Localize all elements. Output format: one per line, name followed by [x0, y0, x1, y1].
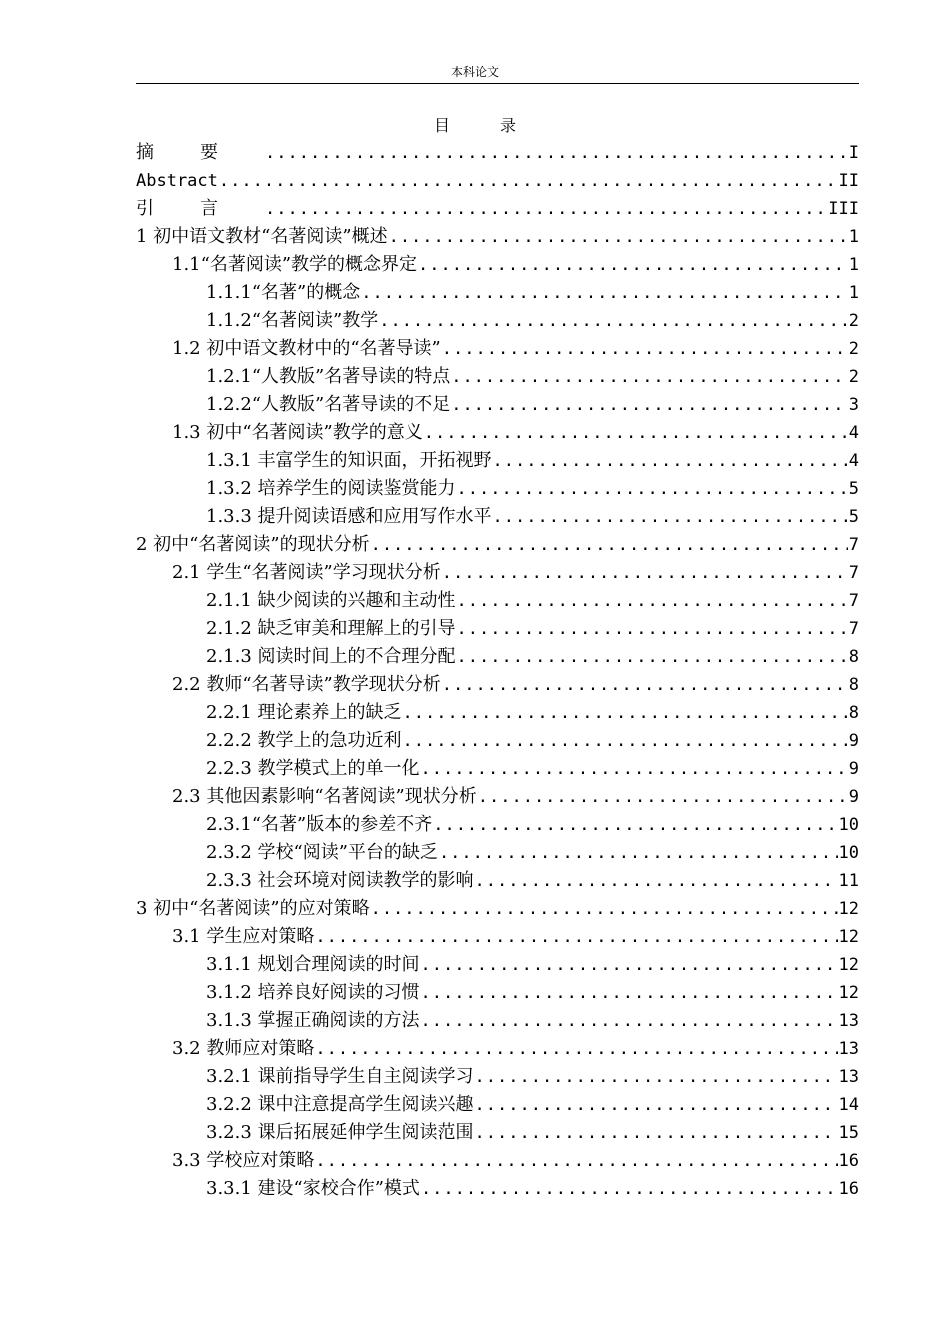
toc-dot-leader: [439, 839, 838, 867]
toc-entry-label: 1.3.1 丰富学生的知识面，开拓视野: [206, 450, 492, 471]
toc-entry[interactable]: [136, 475, 859, 503]
toc-dot-leader: [371, 895, 838, 923]
toc-dot-leader: [475, 1119, 838, 1147]
toc-entry-page-number: 12: [838, 983, 859, 1003]
toc-entry-page-number: 7: [848, 591, 859, 611]
header-divider: [136, 83, 859, 84]
toc-dot-leader: [418, 251, 848, 279]
toc-entry-page-number: III: [828, 199, 859, 219]
toc-entry-page-number: II: [838, 171, 859, 191]
toc-dot-leader: [442, 671, 848, 699]
toc-dot-leader: [421, 1007, 838, 1035]
toc-dot-leader: [219, 167, 838, 195]
toc-dot-leader: [371, 531, 848, 559]
toc-entry-label: 3.2.2 课中注意提高学生阅读兴趣: [206, 1094, 474, 1115]
toc-entry-page-number: I: [848, 143, 859, 163]
toc-entry-label: 1.1.2“名著阅读”教学: [206, 310, 379, 331]
toc-entry[interactable]: [136, 755, 859, 783]
toc-entry-label: 2 初中“名著阅读”的现状分析: [136, 534, 370, 555]
toc-entry-page-number: 8: [848, 647, 859, 667]
toc-entry-label: 3.2.3 课后拓展延伸学生阅读范围: [206, 1122, 474, 1143]
toc-dot-leader: [478, 783, 848, 811]
toc-entry[interactable]: [136, 727, 859, 755]
toc-entry-label: 2.3.3 社会环境对阅读教学的影响: [206, 870, 474, 891]
toc-entry[interactable]: [136, 251, 859, 279]
toc-entry[interactable]: [136, 195, 859, 223]
toc-dot-leader: [457, 615, 848, 643]
toc-entry[interactable]: [136, 1175, 859, 1203]
toc-entry-page-number: 10: [838, 843, 859, 863]
toc-entry-page-number: 12: [838, 927, 859, 947]
toc-entry-label: 2.1 学生“名著阅读”学习现状分析: [172, 562, 441, 583]
toc-entry[interactable]: [136, 699, 859, 727]
toc-dot-leader: [442, 559, 848, 587]
toc-dot-leader: [421, 755, 848, 783]
toc-entry-label: 3.3 学校应对策略: [172, 1150, 315, 1171]
toc-dot-leader: [379, 307, 848, 335]
toc-dot-leader: [493, 503, 848, 531]
toc-entry[interactable]: [136, 783, 859, 811]
toc-entry[interactable]: [136, 167, 859, 195]
toc-dot-leader: [451, 363, 848, 391]
toc-entry-page-number: 1: [848, 255, 859, 275]
toc-entry[interactable]: [136, 1119, 859, 1147]
toc-entry[interactable]: [136, 615, 859, 643]
toc-entry[interactable]: [136, 419, 859, 447]
toc-entry[interactable]: [136, 839, 859, 867]
toc-entry-page-number: 2: [848, 311, 859, 331]
toc-entry-label: 3.3.1 建设“家校合作”模式: [206, 1178, 420, 1199]
toc-entry-label: 2.1.1 缺少阅读的兴趣和主动性: [206, 590, 456, 611]
toc-entry[interactable]: [136, 139, 859, 167]
toc-entry[interactable]: [136, 1147, 859, 1175]
toc-entry-label: 2.1.2 缺乏审美和理解上的引导: [206, 618, 456, 639]
toc-entry-label: 3 初中“名著阅读”的应对策略: [136, 898, 370, 919]
toc-entry[interactable]: [136, 643, 859, 671]
toc-entry-page-number: 12: [838, 955, 859, 975]
toc-entry[interactable]: [136, 1091, 859, 1119]
toc-entry-label: 1.3.3 提升阅读语感和应用写作水平: [206, 506, 492, 527]
toc-dot-leader: [403, 699, 848, 727]
toc-dot-leader: [433, 811, 837, 839]
toc-entry-page-number: 9: [848, 787, 859, 807]
toc-entry-label: 2.3.1“名著”版本的参差不齐: [206, 814, 433, 835]
toc-entry-page-number: 9: [848, 759, 859, 779]
toc-entry-label: 1.1.1“名著”的概念: [206, 282, 361, 303]
toc-entry-label: 3.1.3 掌握正确阅读的方法: [206, 1010, 420, 1031]
toc-entry-label: 2.1.3 阅读时间上的不合理分配: [206, 646, 456, 667]
toc-entry[interactable]: [136, 503, 859, 531]
toc-entry-page-number: 13: [838, 1067, 859, 1087]
toc-entry-label: 1.3.2 培养学生的阅读鉴赏能力: [206, 478, 456, 499]
toc-entry-label: 2.2.1 理论素养上的缺乏: [206, 702, 402, 723]
toc-entry[interactable]: [136, 923, 859, 951]
toc-entry-page-number: 13: [838, 1011, 859, 1031]
toc-dot-leader: [389, 223, 848, 251]
toc-dot-leader: [315, 923, 837, 951]
toc-entry-page-number: 1: [848, 283, 859, 303]
toc-entry[interactable]: [136, 979, 859, 1007]
toc-entry-page-number: 9: [848, 731, 859, 751]
toc-dot-leader: [315, 1147, 837, 1175]
toc-entry-label: 2.2.3 教学模式上的单一化: [206, 758, 420, 779]
toc-dot-leader: [457, 587, 848, 615]
toc-entry-label: 1.2 初中语文教材中的“名著导读”: [172, 338, 441, 359]
toc-dot-leader: [424, 419, 848, 447]
toc-entry-label: 3.2 教师应对策略: [172, 1038, 315, 1059]
toc-entry-label: 1.2.2“人教版”名著导读的不足: [206, 394, 451, 415]
toc-entry[interactable]: [136, 587, 859, 615]
toc-entry[interactable]: [136, 559, 859, 587]
toc-entry-page-number: 13: [838, 1039, 859, 1059]
toc-dot-leader: [475, 1063, 838, 1091]
toc-entry-page-number: 4: [848, 423, 859, 443]
toc-dot-leader: [361, 279, 848, 307]
toc-entry-label: 2.2.2 教学上的急功近利: [206, 730, 402, 751]
toc-entry[interactable]: [136, 335, 859, 363]
toc-entry-page-number: 11: [838, 871, 859, 891]
toc-dot-leader: [457, 643, 848, 671]
table-of-contents: [136, 139, 859, 1203]
toc-entry[interactable]: [136, 1007, 859, 1035]
toc-entry-label: 3.2.1 课前指导学生自主阅读学习: [206, 1066, 474, 1087]
toc-entry-page-number: 2: [848, 367, 859, 387]
toc-entry-page-number: 8: [848, 675, 859, 695]
toc-entry-label: 1.2.1“人教版”名著导读的特点: [206, 366, 451, 387]
toc-entry-page-number: 2: [848, 339, 859, 359]
toc-entry-label: 2.3 其他因素影响“名著阅读”现状分析: [172, 786, 477, 807]
toc-entry-page-number: 16: [838, 1151, 859, 1171]
toc-dot-leader: [442, 335, 848, 363]
toc-entry[interactable]: [136, 363, 859, 391]
toc-entry[interactable]: [136, 1035, 859, 1063]
toc-dot-leader: [421, 979, 838, 1007]
toc-entry-page-number: 10: [838, 815, 859, 835]
toc-dot-leader: [451, 391, 848, 419]
toc-entry[interactable]: [136, 895, 859, 923]
toc-entry[interactable]: [136, 1063, 859, 1091]
toc-entry-label: 3.1.1 规划合理阅读的时间: [206, 954, 420, 975]
toc-entry-label: Abstract: [136, 171, 218, 191]
toc-dot-leader: [265, 139, 848, 167]
toc-entry-page-number: 12: [838, 899, 859, 919]
toc-dot-leader: [315, 1035, 837, 1063]
toc-entry-label: 1.1“名著阅读”教学的概念界定: [172, 254, 418, 275]
toc-entry[interactable]: [136, 223, 859, 251]
toc-dot-leader: [457, 475, 848, 503]
toc-entry-label: 3.1.2 培养良好阅读的习惯: [206, 982, 420, 1003]
toc-entry-label: 引言: [136, 198, 264, 219]
toc-dot-leader: [403, 727, 848, 755]
toc-entry[interactable]: [136, 447, 859, 475]
toc-entry-page-number: 4: [848, 451, 859, 471]
toc-entry[interactable]: [136, 531, 859, 559]
toc-entry-label: 1.3 初中“名著阅读”教学的意义: [172, 422, 423, 443]
toc-entry-page-number: 16: [838, 1179, 859, 1199]
toc-entry[interactable]: [136, 811, 859, 839]
toc-entry-page-number: 7: [848, 535, 859, 555]
toc-dot-leader: [421, 1175, 838, 1203]
toc-entry-page-number: 5: [848, 479, 859, 499]
toc-entry-label: 1 初中语文教材“名著阅读”概述: [136, 226, 388, 247]
toc-entry-page-number: 5: [848, 507, 859, 527]
toc-dot-leader: [265, 195, 827, 223]
toc-entry[interactable]: [136, 951, 859, 979]
toc-entry-page-number: 1: [848, 227, 859, 247]
toc-entry-page-number: 7: [848, 563, 859, 583]
toc-entry-label: 摘要: [136, 142, 264, 163]
toc-entry[interactable]: [136, 307, 859, 335]
toc-entry-page-number: 14: [838, 1095, 859, 1115]
toc-entry[interactable]: [136, 391, 859, 419]
toc-entry-page-number: 7: [848, 619, 859, 639]
toc-entry-page-number: 3: [848, 395, 859, 415]
toc-entry-label: 2.3.2 学校“阅读”平台的缺乏: [206, 842, 438, 863]
toc-dot-leader: [493, 447, 848, 475]
toc-title: 目录: [433, 116, 566, 135]
toc-entry-label: 3.1 学生应对策略: [172, 926, 315, 947]
toc-dot-leader: [475, 867, 838, 895]
toc-entry[interactable]: [136, 867, 859, 895]
toc-entry-page-number: 15: [838, 1123, 859, 1143]
toc-entry-page-number: 8: [848, 703, 859, 723]
toc-entry[interactable]: [136, 279, 859, 307]
toc-dot-leader: [475, 1091, 838, 1119]
running-header: 本科论文: [450, 65, 499, 79]
toc-entry[interactable]: [136, 671, 859, 699]
toc-entry-label: 2.2 教师“名著导读”教学现状分析: [172, 674, 441, 695]
toc-dot-leader: [421, 951, 838, 979]
